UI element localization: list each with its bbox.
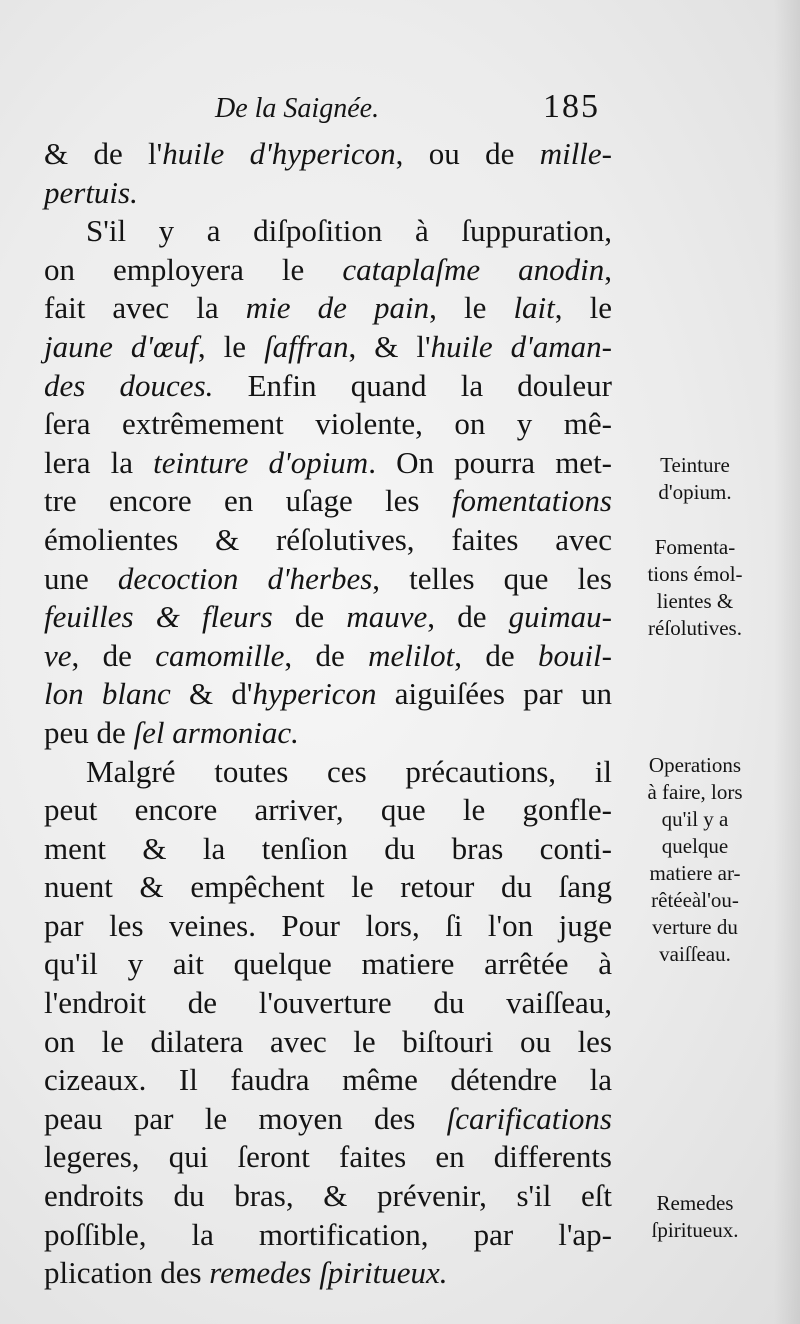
roman-text: , telles que les bbox=[372, 560, 612, 596]
roman-text: par les veines. Pour lors, ſi l'on juge bbox=[44, 907, 612, 943]
margin-note-line: vaiſſeau. bbox=[659, 942, 731, 966]
text-line bbox=[44, 675, 612, 714]
text-line bbox=[44, 521, 612, 560]
italic-text: bouil- bbox=[537, 637, 612, 673]
roman-text: , bbox=[604, 251, 612, 287]
text-line bbox=[44, 405, 612, 444]
text-line bbox=[44, 945, 612, 984]
text-line bbox=[44, 174, 612, 213]
italic-text: ſaffran bbox=[264, 328, 349, 364]
text-line bbox=[44, 328, 612, 367]
roman-text: une bbox=[44, 560, 118, 596]
roman-text: Malgré toutes ces précautions, il bbox=[86, 753, 612, 789]
text-line bbox=[44, 1061, 612, 1100]
roman-text: , le bbox=[197, 328, 265, 364]
italic-text: remedes ſpiritueux. bbox=[209, 1255, 448, 1291]
roman-text: Enfin quand la douleur bbox=[213, 367, 613, 403]
italic-text: guimau- bbox=[508, 599, 612, 635]
italic-text: lait bbox=[513, 290, 555, 326]
italic-text: cataplaſme anodin bbox=[342, 251, 605, 287]
paragraph bbox=[44, 212, 612, 752]
page-edge-shadow bbox=[774, 0, 800, 1324]
margin-note-line: matiere ar- bbox=[649, 861, 741, 885]
italic-text: huile d'aman- bbox=[430, 328, 612, 364]
italic-text: mille- bbox=[539, 136, 612, 171]
roman-text: legeres, qui ſeront faites en differents bbox=[44, 1139, 612, 1175]
roman-text: endroits du bras, & prévenir, s'il eſt bbox=[44, 1178, 612, 1214]
italic-text: decoction d'herbes bbox=[117, 560, 373, 596]
italic-text: mie de pain bbox=[245, 290, 430, 326]
text-line bbox=[44, 1138, 612, 1177]
italic-text: feuilles & fleurs bbox=[44, 599, 273, 635]
text-line bbox=[44, 984, 612, 1023]
roman-text: peu de bbox=[44, 714, 134, 750]
roman-text: , ou de bbox=[395, 136, 540, 171]
text-line bbox=[44, 289, 612, 328]
margin-note-line: rêtéeàl'ou- bbox=[651, 888, 739, 912]
italic-text: pertuis. bbox=[44, 174, 138, 210]
roman-text: émolientes & réſolutives, faites avec bbox=[44, 521, 612, 557]
text-line bbox=[44, 444, 612, 483]
roman-text: , le bbox=[554, 290, 613, 326]
margin-note-line: lientes & bbox=[656, 589, 734, 613]
roman-text: poſſible, la mortification, par l'ap- bbox=[44, 1216, 612, 1252]
roman-text: lera la bbox=[44, 444, 154, 480]
page-number: 185 bbox=[543, 88, 600, 125]
roman-text: tre encore en uſage les bbox=[44, 483, 452, 519]
margin-note-line: Remedes bbox=[656, 1191, 734, 1215]
roman-text: peut encore arriver, que le gonfle- bbox=[44, 792, 612, 828]
roman-text: plication des bbox=[44, 1255, 210, 1291]
main-text bbox=[44, 135, 612, 1293]
roman-text: S'il y a diſpoſition à ſuppuration, bbox=[86, 213, 612, 249]
italic-text: ve bbox=[44, 637, 72, 673]
italic-text: camomille bbox=[155, 637, 285, 673]
text-line bbox=[44, 1023, 612, 1062]
text-line bbox=[44, 830, 612, 869]
roman-text: , de bbox=[284, 637, 369, 673]
roman-text: ſera extrêmement violente, on y mê- bbox=[44, 406, 612, 442]
margin-note bbox=[620, 752, 770, 968]
text-line bbox=[44, 598, 612, 637]
roman-text: on le dilatera avec le biſtouri ou les bbox=[44, 1023, 612, 1059]
roman-text: cizeaux. Il faudra même détendre la bbox=[44, 1062, 612, 1098]
italic-text: teinture d'opium bbox=[153, 444, 369, 480]
roman-text: , le bbox=[429, 290, 514, 326]
margin-note bbox=[620, 534, 770, 642]
roman-text: qu'il y ait quelque matiere arrêtée à bbox=[44, 946, 612, 982]
text-line bbox=[44, 753, 612, 792]
text-line bbox=[44, 868, 612, 907]
paragraph bbox=[44, 753, 612, 1293]
text-line bbox=[44, 1177, 612, 1216]
italic-text: melilot bbox=[368, 637, 455, 673]
italic-text: jaune d'œuf bbox=[44, 328, 198, 364]
margin-note-line: quelque bbox=[661, 834, 729, 858]
italic-text: des douces. bbox=[44, 367, 214, 403]
margin-note-line: Operations bbox=[648, 753, 742, 777]
margin-note-line: réſolutives. bbox=[648, 616, 742, 640]
roman-text: nuent & empêchent le retour du ſang bbox=[44, 869, 612, 905]
roman-text: & d' bbox=[170, 676, 253, 712]
italic-text: lon blanc bbox=[44, 676, 171, 712]
text-line bbox=[44, 560, 612, 599]
running-header bbox=[200, 88, 600, 126]
margin-note-line: verture du bbox=[652, 915, 738, 939]
roman-text: , de bbox=[71, 637, 156, 673]
roman-text: , de bbox=[454, 637, 538, 673]
roman-text: aiguiſées par un bbox=[376, 676, 612, 712]
margin-note-line: ſpiritueux. bbox=[651, 1218, 739, 1242]
italic-text: ſel armoniac. bbox=[133, 714, 299, 750]
italic-text: mauve bbox=[346, 599, 428, 635]
margin-note bbox=[620, 452, 770, 506]
margin-note-line: qu'il y a bbox=[661, 807, 729, 831]
margin-note-line: Teinture bbox=[660, 453, 730, 477]
roman-text: , de bbox=[427, 599, 509, 635]
roman-text: on employera le bbox=[44, 251, 343, 287]
text-line bbox=[44, 212, 612, 251]
roman-text: peau par le moyen des bbox=[44, 1100, 447, 1136]
running-title: De la Saignée. bbox=[215, 93, 380, 124]
margin-note-line: à faire, lors bbox=[647, 780, 743, 804]
text-line bbox=[44, 637, 612, 676]
roman-text: ment & la tenſion du bras conti- bbox=[44, 830, 612, 866]
text-line bbox=[44, 907, 612, 946]
italic-text: fomentations bbox=[451, 483, 612, 519]
roman-text: & de l' bbox=[44, 136, 163, 171]
paragraph bbox=[44, 135, 612, 212]
text-line bbox=[44, 714, 612, 753]
roman-text: fait avec la bbox=[44, 290, 246, 326]
margin-note-line: tions émol- bbox=[647, 562, 743, 586]
roman-text: de bbox=[272, 599, 347, 635]
roman-text: , & l' bbox=[348, 328, 431, 364]
margin-note bbox=[620, 1190, 770, 1244]
italic-text: huile d'hypericon bbox=[162, 136, 396, 171]
roman-text: . On pourra met- bbox=[368, 444, 613, 480]
text-line bbox=[44, 482, 612, 521]
italic-text: hypericon bbox=[252, 676, 377, 712]
italic-text: ſcarifications bbox=[446, 1100, 612, 1136]
text-line bbox=[44, 1216, 612, 1255]
text-line bbox=[44, 251, 612, 290]
text-line bbox=[44, 1254, 612, 1293]
roman-text: l'endroit de l'ouverture du vaiſſeau, bbox=[44, 985, 612, 1021]
text-line bbox=[44, 135, 612, 174]
text-line bbox=[44, 791, 612, 830]
text-line bbox=[44, 367, 612, 406]
text-line bbox=[44, 1100, 612, 1139]
margin-note-line: d'opium. bbox=[658, 480, 732, 504]
margin-note-line: Fomenta- bbox=[654, 535, 736, 559]
